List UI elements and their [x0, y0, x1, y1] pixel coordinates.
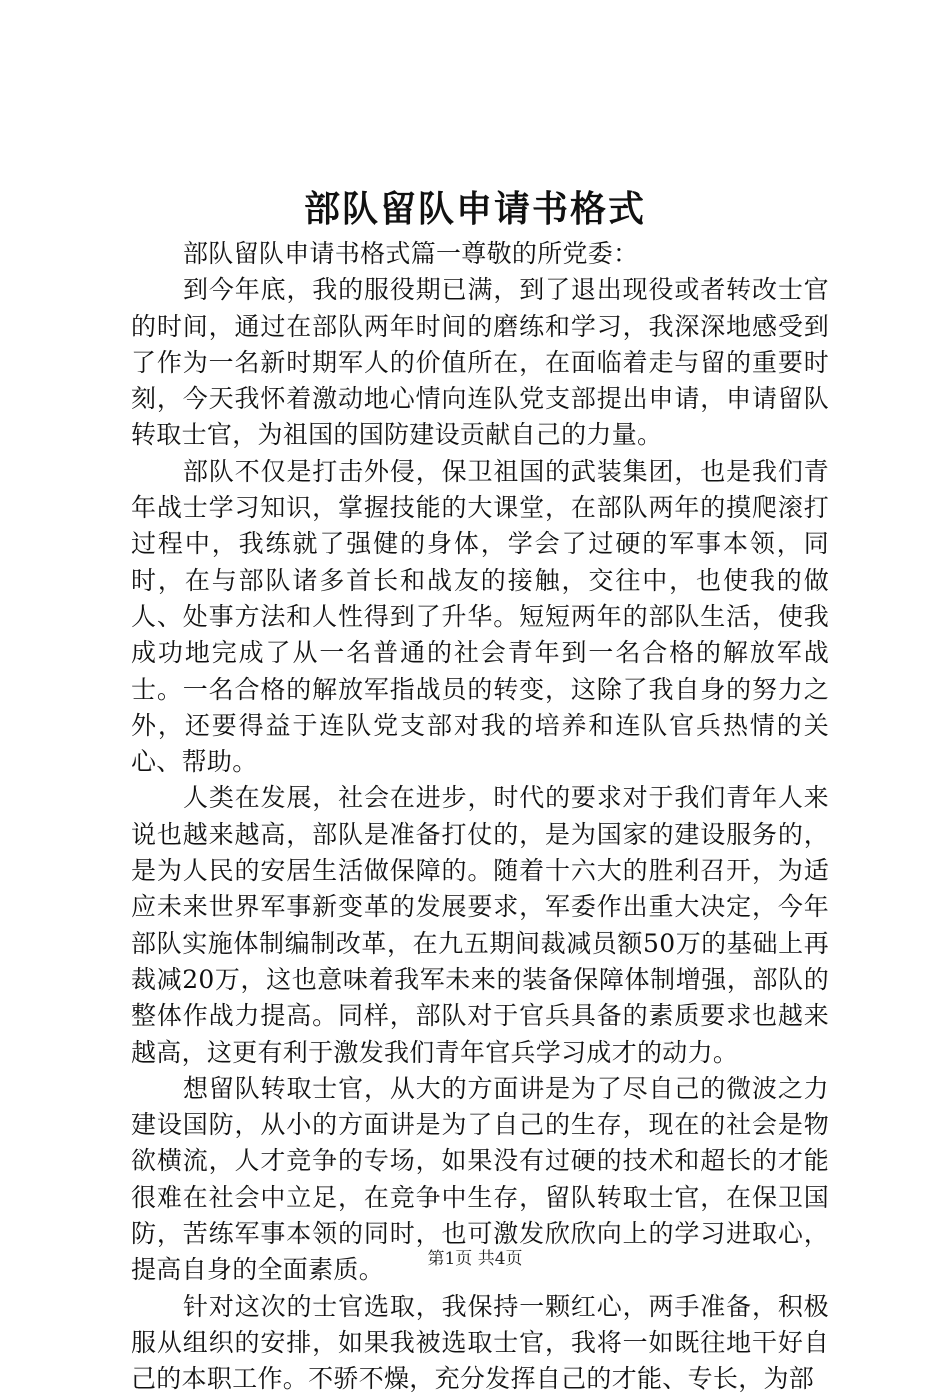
paragraph: 部队不仅是打击外侵，保卫祖国的武装集团，也是我们青年战士学习知识，掌握技能的大课堂，在部队两年的摸爬滚打过程中，我练就了强健的身体，学会了过硬的军事本领，同时，在与部队诸多首长和战友的接触，交往中，也使我的做人、处事方法和人性得到了升华。短短两年的部队生活，使我成功地完成了从一名普通的社会青年到一名合格的解放军战士。一名合格的解放军指战员的转变，这除了我自身的努力之外，还要得益于连队党支部对我的培养和连队官兵热情的关心、帮助。: [131, 456, 829, 777]
paragraph: 人类在发展，社会在进步，时代的要求对于我们青年人来说也越来越高，部队是准备打仗的，是为国家的建设服务的，是为人民的安居生活做保障的。随着十六大的胜利召开，为适应未来世界军事新变革的发展要求，军委作出重大决定，今年部队实施体制编制改革，在九五期间裁减员额50万的基础上再裁减20万，这也意味着我军未来的装备保障体制增强，部队的整体作战力提高。同样，部队对于官兵具备的素质要求也越来越高，这更有利于激发我们青年官兵学习成才的动力。: [131, 783, 829, 1067]
paragraph: 到今年底，我的服役期已满，到了退出现役或者转改士官的时间，通过在部队两年时间的磨练和学习，我深深地感受到了作为一名新时期军人的价值所在，在面临着走与留的重要时刻，今天我怀着激动地心情向连队党支部提出申请，申请留队转取士官，为祖国的国防建设贡献自己的力量。: [131, 275, 829, 450]
document-title: 部队留队申请书格式: [303, 188, 646, 230]
paragraph: 想留队转取士官，从大的方面讲是为了尽自己的微波之力建设国防，从小的方面讲是为了自己的生存，现在的社会是物欲横流，人才竞争的专场，如果没有过硬的技术和超长的才能很难在社会中立足，在竞争中生存，留队转取士官，在保卫国防，苦练军事本领的同时，也可激发欣欣向上的学习进取心，提高自身的全面素质。: [131, 1073, 829, 1285]
document-body: [131, 236, 829, 1398]
page-number-footer: 第1页 共4页: [427, 1249, 523, 1269]
paragraph-salutation: 部队留队申请书格式篇一尊敬的所党委：: [183, 239, 639, 268]
paragraph: 针对这次的士官选取，我保持一颗红心，两手准备，积极服从组织的安排，如果我被选取士官，我将一如既往地干好自己的本职工作。不骄不燥，充分发挥自己的才能、专长，为部: [131, 1291, 829, 1394]
